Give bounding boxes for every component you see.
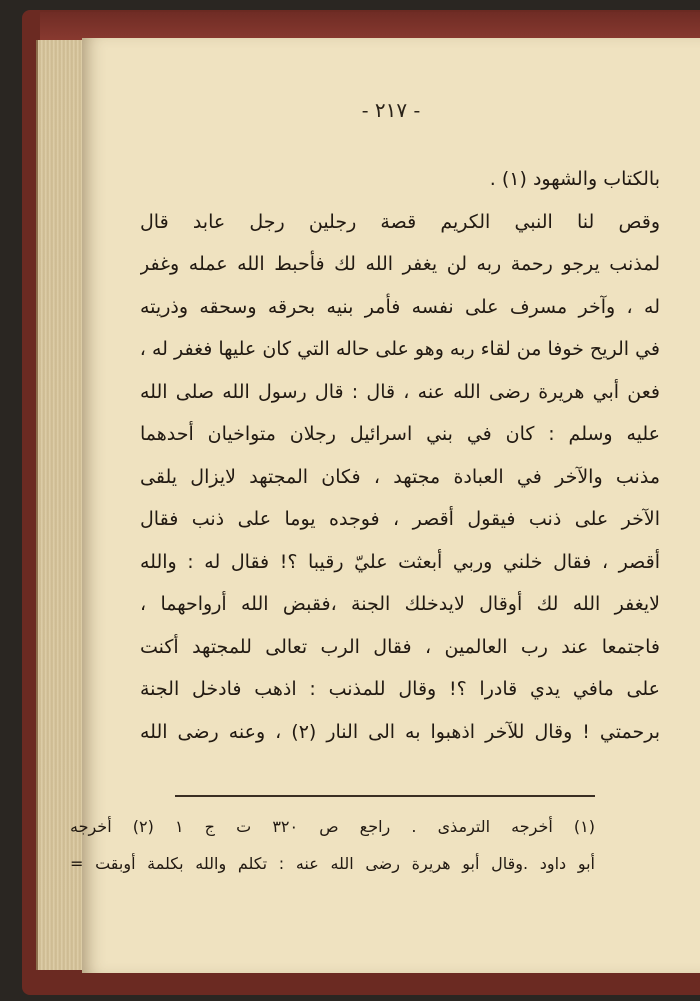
- body-line: في الريح خوفا من لقاء ربه وهو على حاله التي كان عليها فغفر له ،: [140, 338, 660, 360]
- footnote-line: أبو داود .وقال أبو هريرة رضى الله عنه : تكلم والله بكلمة أوبقت =: [70, 854, 595, 873]
- body-line: على مافي يدي قادرا ؟! وقال للمذنب : اذهب فادخل الجنة: [140, 678, 660, 700]
- body-line: لمذنب يرجو رحمة ربه لن يغفر الله لك فأحبط الله عمله وغفر: [140, 253, 660, 275]
- body-line: الآخر على ذنب فيقول أقصر ، فوجده يوما على ذنب فقال: [140, 508, 660, 530]
- footnotes: [70, 808, 595, 882]
- footnote-divider: [175, 795, 595, 797]
- body-line: وقص لنا النبي الكريم قصة رجلين رجل عابد قال: [140, 210, 660, 233]
- body-line: برحمتي ! وقال للآخر اذهبوا به الى النار (٢) ، وعنه رضى الله: [140, 720, 660, 743]
- body-line: أقصر ، فقال خلني وربي أبعثت عليّ رقيبا ؟! فقال له : والله: [140, 550, 660, 573]
- body-line: فعن أبي هريرة رضى الله عنه ، قال : قال رسول الله صلى الله: [140, 380, 660, 403]
- footnote-line: (١) أخرجه الترمذى . راجع ص ٣٢٠ ت ج ١ (٢) أخرجه: [70, 817, 595, 836]
- body-line: بالكتاب والشهود (١) .: [489, 168, 660, 190]
- body-line: فاجتمعا عند رب العالمين ، فقال الرب تعالى للمجتهد أكنت: [140, 635, 660, 658]
- page-number: - ٢١٧ -: [361, 98, 421, 122]
- body-line: مذنب والآخر في العبادة مجتهد ، فكان المجتهد لايزال يلقى: [140, 465, 660, 488]
- body-line: له ، وآخر مسرف على نفسه فأمر بنيه بحرقه وسحقه وذريته: [140, 295, 660, 318]
- body-line: عليه وسلم : كان في بني اسرائيل رجلان متواخيان أحدهما: [140, 423, 660, 445]
- body-text: [140, 158, 660, 753]
- body-line: لايغفر الله لك أوقال لايدخلك الجنة ،فقبض الله أرواحهما ،: [140, 593, 660, 615]
